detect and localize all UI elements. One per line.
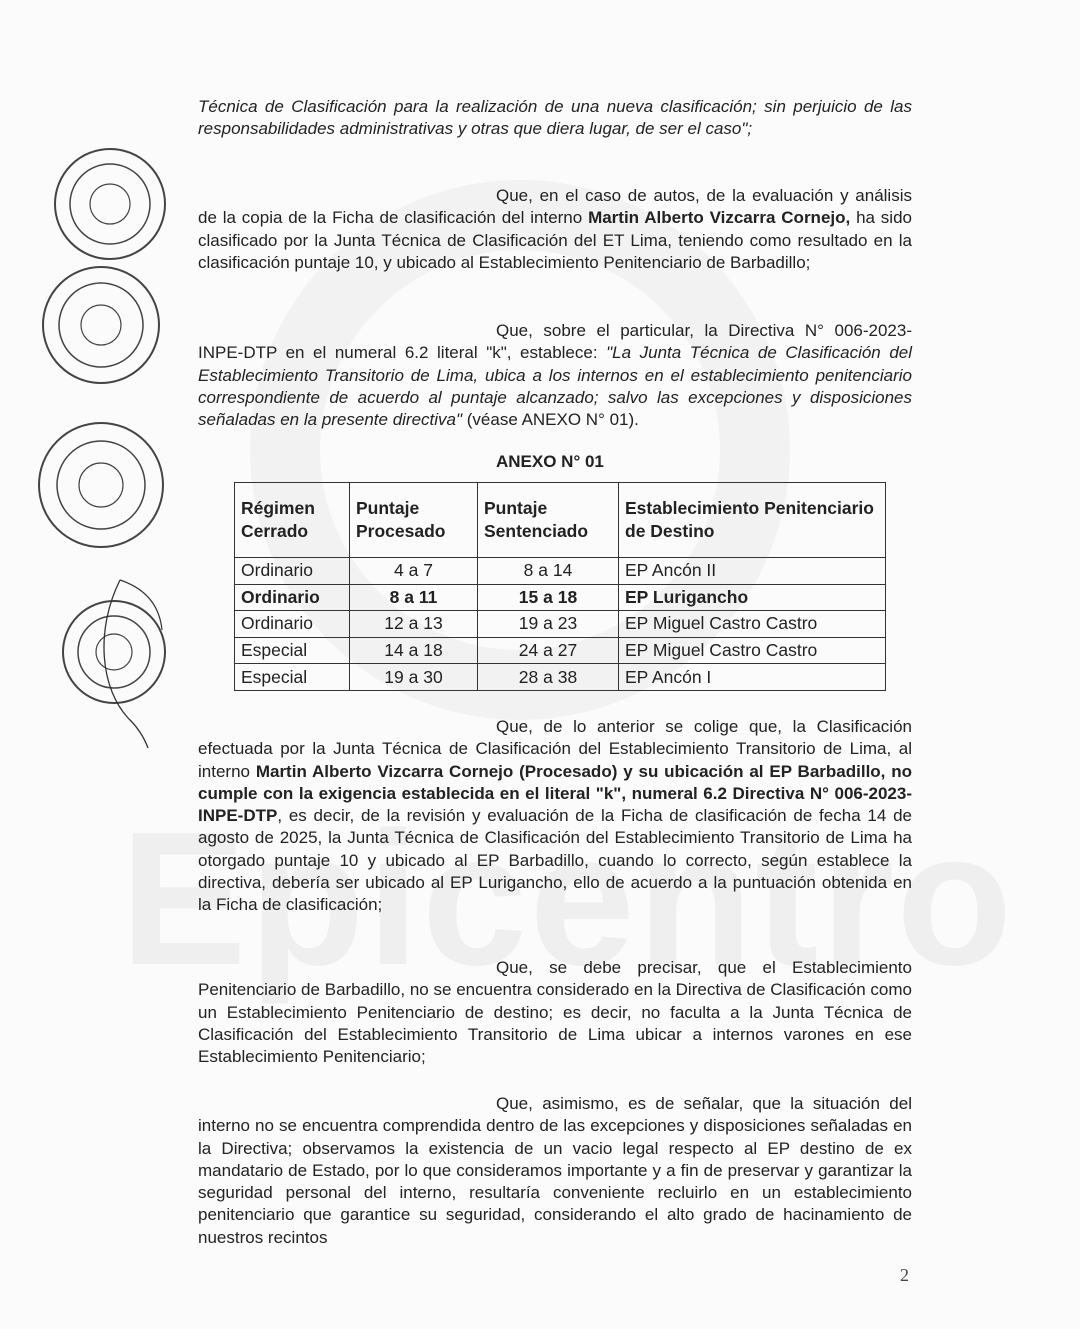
- table-cell: 12 a 13: [350, 611, 478, 638]
- stamp-subdireccion-tratamiento: [42, 266, 160, 384]
- table-cell: 15 a 18: [478, 584, 619, 611]
- table-cell: Especial: [235, 637, 350, 664]
- paragraph-3: [198, 320, 912, 431]
- paragraph-3-text-a: Que, sobre el particular, la Directiva N° 006-2023-INPE-DTP en el numeral 6.2 literal "k", establece:: [198, 321, 912, 363]
- table-cell: 19 a 23: [478, 611, 619, 638]
- table-cell: EP Lurigancho: [619, 584, 886, 611]
- inmate-name: Martin Alberto Vizcarra Cornejo,: [588, 208, 851, 228]
- annex-title: ANEXO N° 01: [496, 452, 604, 471]
- paragraph-2-text-a: Que, en el caso de autos, de la evaluación y análisis de la copia de la Ficha de clasificación del interno: [198, 186, 912, 228]
- stamp-direccion-regional: [54, 148, 166, 260]
- directive-quote: "La Junta Técnica de Clasificación del Establecimiento Transitorio de Lima, ubica a los internos en el establecimiento penitenciario correspondiente de acuerdo al puntaje alcanzado; salvo las excepciones y disposiciones señaladas en la presente directiva": [198, 343, 913, 430]
- table-row: [235, 664, 886, 691]
- stamp-asesoria-juridica: [38, 422, 164, 548]
- table-cell: Ordinario: [235, 611, 350, 638]
- table-cell: EP Ancón I: [619, 664, 886, 691]
- table-cell: 8 a 14: [478, 558, 619, 585]
- header-sentenciado: Puntaje Sentenciado: [478, 483, 619, 558]
- table-cell: 24 a 27: [478, 637, 619, 664]
- table-cell: Especial: [235, 664, 350, 691]
- table-cell: 19 a 30: [350, 664, 478, 691]
- paragraph-3-text-b: (véase ANEXO N° 01).: [462, 410, 639, 430]
- paragraph-2: [198, 185, 912, 274]
- table-cell: Ordinario: [235, 558, 350, 585]
- table-cell: Ordinario: [235, 584, 350, 611]
- table-cell: 28 a 38: [478, 664, 619, 691]
- table-cell: 4 a 7: [350, 558, 478, 585]
- paragraph-4-text-b: , es decir, de la revisión y evaluación de la Ficha de clasificación de fecha 14 de agosto de 2025, la Junta Técnica de Clasificación del Establecimiento Transitorio de Lima ha otorgado puntaje 10 y ubicado al EP Barbadillo, cuando lo correcto, según establece la directiva, debería ser ubicado al EP Lurigancho, ello de acuerdo a la puntuación obtenida en la Ficha de clasificación;: [198, 806, 912, 915]
- annex-table: [234, 482, 886, 691]
- table-row-highlighted: [235, 584, 886, 611]
- paragraph-4-text-a: Que, de lo anterior se colige que, la Clasificación efectuada por la Junta Técnica de Clasificación del Establecimiento Transitorio de Lima, al interno: [198, 717, 912, 781]
- signature-mark: [90, 570, 170, 750]
- table-row: [235, 637, 886, 664]
- page-number: 2: [900, 1265, 909, 1285]
- table-row: [235, 611, 886, 638]
- table-cell: EP Miguel Castro Castro: [619, 637, 886, 664]
- paragraph-5: Que, se debe precisar, que el Establecimiento Penitenciario de Barbadillo, no se encuentra considerado en la Directiva de Clasificación como un Establecimiento Penitenciario de destino; es decir, no faculta a la Junta Técnica de Clasificación del Establecimiento Transitorio de Lima ubicar a internos varones en ese Establecimiento Penitenciario;: [198, 958, 912, 1067]
- paragraph-4-bold: Martin Alberto Vizcarra Cornejo (Procesado) y su ubicación al EP Barbadillo, no cumple con la exigencia establecida en el literal "k", numeral 6.2 Directiva N° 006-2023-INPE-DTP: [198, 761, 913, 826]
- table-cell: 8 a 11: [350, 584, 478, 611]
- table-cell: EP Miguel Castro Castro: [619, 611, 886, 638]
- header-destino: Establecimiento Penitenciario de Destino: [619, 483, 886, 558]
- table-cell: EP Ancón II: [619, 558, 886, 585]
- paragraph-4: [198, 716, 912, 917]
- paragraph-2-text-b: ha sido clasificado por la Junta Técnica de Clasificación del ET Lima, teniendo como resultado en la clasificación puntaje 10, y ubicado al Establecimiento Penitenciario de Barbadillo;: [198, 208, 912, 272]
- paragraph-1: Técnica de Clasificación para la realización de una nueva clasificación; sin perjuicio de las responsabilidades administrativas y otras que diera lugar, de ser el caso";: [198, 97, 912, 139]
- table-row: [235, 558, 886, 585]
- table-header-row: [235, 483, 886, 558]
- paragraph-6: Que, asimismo, es de señalar, que la situación del interno no se encuentra comprendida dentro de las excepciones y disposiciones señaladas en la Directiva; observamos la existencia de un vacio legal respecto al EP destino de ex mandatario de Estado, por lo que consideramos importante y a fin de preservar y garantizar la seguridad personal del interno, resultaría conveniente recluirlo en un establecimiento penitenciario que garantice su seguridad, considerando el alto grado de hacinamiento de nuestros recintos: [198, 1094, 912, 1247]
- header-procesado: Puntaje Procesado: [350, 483, 478, 558]
- header-regimen: Régimen Cerrado: [235, 483, 350, 558]
- table-cell: 14 a 18: [350, 637, 478, 664]
